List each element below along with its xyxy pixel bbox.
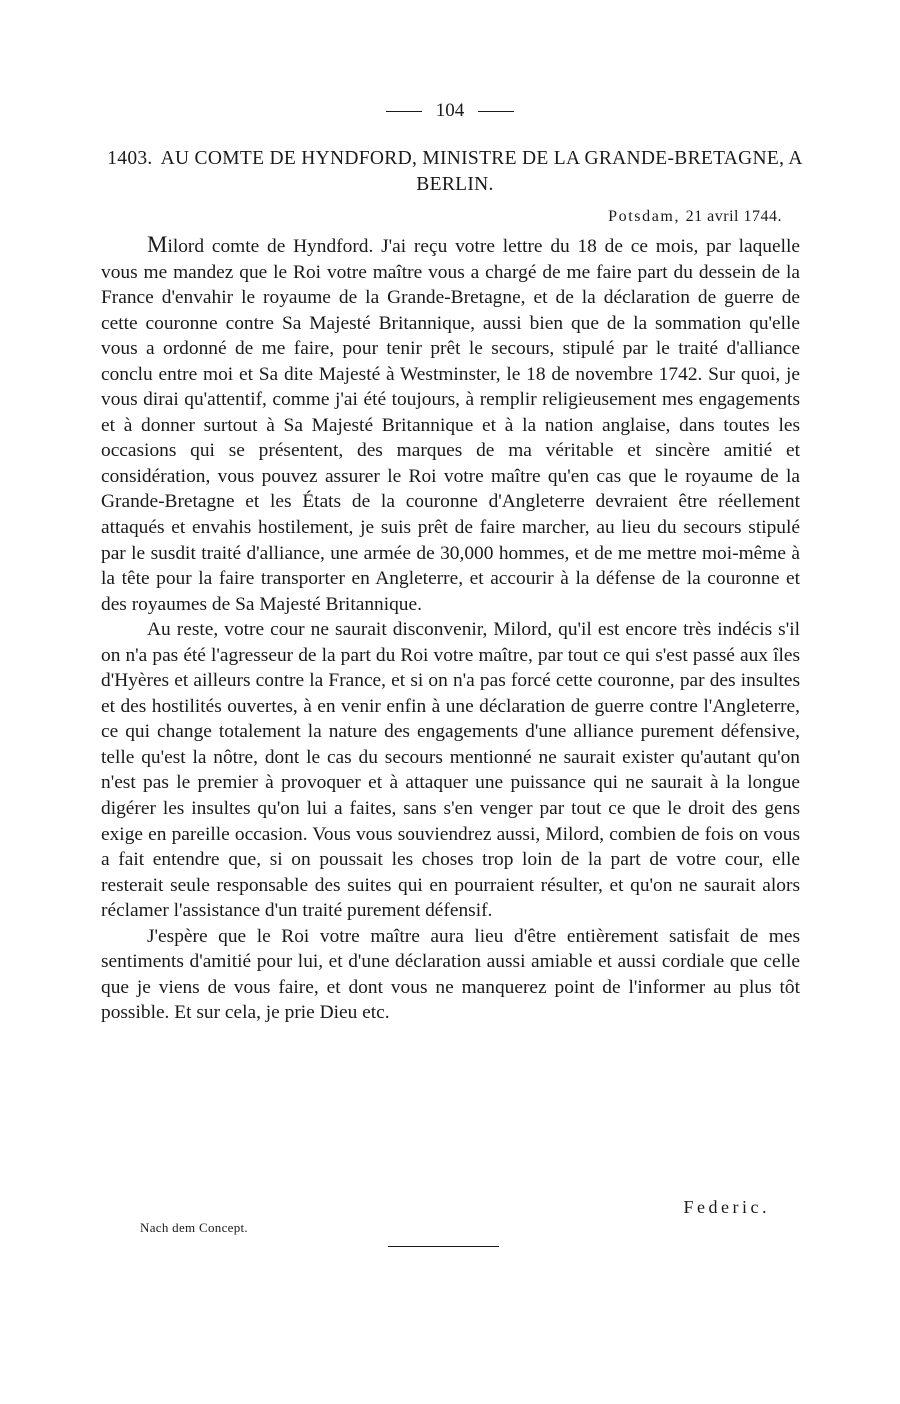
source-note: Nach dem Concept.	[140, 1220, 248, 1235]
left-dash	[386, 111, 422, 112]
page-number: 104	[435, 100, 465, 121]
signature: Federic.	[683, 1197, 770, 1217]
dateline	[608, 208, 782, 226]
letter-body	[101, 232, 800, 1026]
paragraph: J'espère que le Roi votre maître aura lieu d'être entièrement satisfait de mes sentiments d'amitié pour lui, et d'une déclaration aussi amiable et aussi cordiale que celle que je viens de vous faire, et dont vous ne manquerez point de l'informer au plus tôt possible. Et sur cela, je prie Dieu etc.	[101, 925, 800, 1024]
page-number-row	[0, 100, 900, 122]
paragraph: Au reste, votre cour ne saurait disconvenir, Milord, qu'il est encore très indécis s'il on n'a pas été l'agresseur de la part du Roi votre maître, par tout ce qui s'est passé aux îles d'Hyères et ailleurs contre la France, et si on n'a pas forcé cette couronne, par des insultes et des hostilités ouvertes, à en venir enfin à une déclaration de guerre contre l'Angleterre, ce qui change totalement la nature des engagements d'une alliance purement défensive, telle qu'est la nôtre, dont le cas du secours mentionné ne saurait exister qu'autant qu'on n'est pas le premier à provoquer et à attaquer une puissance qui ne saurait à la longue digérer les insultes qu'on lui a faites, sans s'en venger par tout ce que le droit des gens exige en pareille occasion. Vous vous souviendrez aussi, Milord, combien de fois on vous a fait entendre que, si on poussait les choses trop loin de la part de votre cour, elle resterait seule responsable des suites qui en pourraient résulter, et qu'on ne saurait alors réclamer l'assistance d'un traité purement défensif.	[101, 619, 800, 922]
letter-number: 1403.	[107, 148, 153, 169]
dateline-place: Potsdam,	[608, 208, 681, 225]
letter-heading	[100, 146, 810, 198]
right-dash	[478, 111, 514, 112]
end-rule	[388, 1246, 499, 1247]
letter-title: AU COMTE DE HYNDFORD, MINISTRE DE LA GRANDE-BRETAGNE, A BERLIN.	[160, 148, 803, 195]
paragraph: Milord comte de Hyndford. J'ai reçu votre lettre du 18 de ce mois, par laquelle vous me mandez que le Roi votre maître vous a chargé de me faire part du dessein de la France d'envahir le royaume de la Grande-Bretagne, et de la déclaration de guerre de cette couronne contre Sa Majesté Britannique, aussi bien que de la sommation qu'elle vous a ordonné de me faire, pour tenir prêt le secours, stipulé par le traité d'alliance conclu entre moi et Sa dite Majesté à Westminster, le 18 de novembre 1742. Sur quoi, je vous dirai qu'attentif, comme j'ai été toujours, à remplir religieusement mes engagements et à donner surtout à Sa Majesté Britannique et à la nation anglaise, dans toutes les occasions qui se présentent, des marques de ma véritable et sincère amitié et considération, vous pouvez assurer le Roi votre maître qu'en cas que le royaume de la Grande-Bretagne et les États de la couronne d'Angleterre devraient être réellement attaqués et envahis hostilement, je suis prêt de faire marcher, au lieu du secours stipulé par le susdit traité d'alliance, une armée de 30,000 hommes, et de me mettre moi-même à la tête pour la faire transporter en Angleterre, et accourir à la défense de la couronne et des royaumes de Sa Majesté Britannique.	[101, 232, 800, 615]
dateline-date: 21 avril 1744.	[685, 208, 782, 225]
